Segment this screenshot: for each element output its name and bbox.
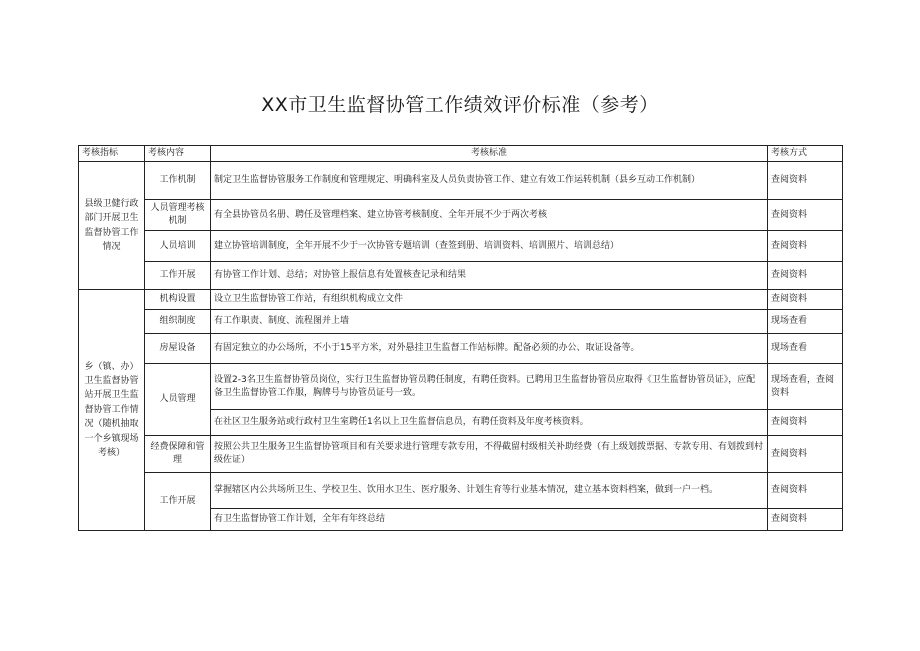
table-row — [79, 231, 843, 262]
content-cell: 工作机制 — [145, 162, 211, 200]
criteria-cell: 设置2-3名卫生监督协管员岗位，实行卫生监督协管员聘任制度，有聘任资料。已聘用卫生监督协管员应取得《卫生监督协管员证》，应配备卫生监督协管工作服，胸牌号与协管员证号一致。 — [211, 364, 768, 410]
method-cell: 查阅资料 — [768, 509, 843, 531]
criteria-cell: 制定卫生监督协管服务工作制度和管理规定、明确科室及人员负责协管工作、建立有效工作运转机制（县乡互动工作机制） — [211, 162, 768, 200]
indicator-township: 乡（镇、办）卫生监督协管站开展卫生监督协管工作情况（随机抽取一个乡镇现场考核） — [79, 290, 145, 531]
method-cell: 查阅资料 — [768, 231, 843, 262]
criteria-cell: 建立协管培训制度，全年开展不少于一次协管专题培训（查签到册、培训资料、培训照片、培训总结） — [211, 231, 768, 262]
method-cell: 查阅资料 — [768, 290, 843, 310]
method-cell: 查阅资料 — [768, 200, 843, 231]
content-cell: 人员培训 — [145, 231, 211, 262]
table-header-row — [79, 146, 843, 162]
table-row — [79, 364, 843, 410]
criteria-cell: 有工作职责、制度、流程图并上墙 — [211, 310, 768, 334]
page-title: XX市卫生监督协管工作绩效评价标准（参考） — [261, 94, 659, 116]
criteria-cell: 在社区卫生服务站或行政村卫生室聘任1名以上卫生监督信息员，有聘任资料及年度考核资料。 — [211, 410, 768, 436]
content-cell: 人员管理 — [145, 364, 211, 436]
table-row — [79, 310, 843, 334]
criteria-cell: 有全县协管员名册、聘任及管理档案、建立协管考核制度、全年开展不少于两次考核 — [211, 200, 768, 231]
table-row — [79, 200, 843, 231]
method-cell: 现场查看，查阅资料 — [768, 364, 843, 410]
content-cell: 机构设置 — [145, 290, 211, 310]
table-row — [79, 262, 843, 290]
method-cell: 查阅资料 — [768, 410, 843, 436]
method-cell: 查阅资料 — [768, 162, 843, 200]
table-row — [79, 334, 843, 364]
content-cell: 工作开展 — [145, 262, 211, 290]
content-cell: 组织制度 — [145, 310, 211, 334]
header-content: 考核内容 — [145, 146, 211, 162]
criteria-cell: 按照公共卫生服务卫生监督协管项目和有关要求进行管理专款专用，不得截留村级相关补助经费（有上级划拨票据、专款专用、有划拨到村级佐证） — [211, 436, 768, 473]
method-cell: 现场查看 — [768, 310, 843, 334]
content-cell: 人员管理考核机制 — [145, 200, 211, 231]
method-cell: 查阅资料 — [768, 473, 843, 509]
method-cell: 现场查看 — [768, 334, 843, 364]
evaluation-table — [78, 145, 843, 531]
table-row — [79, 436, 843, 473]
content-cell: 房屋设备 — [145, 334, 211, 364]
content-cell: 经费保障和管理 — [145, 436, 211, 473]
criteria-cell: 有固定独立的办公场所，不小于15平方米，对外悬挂卫生监督工作站标牌。配备必须的办公、取证设备等。 — [211, 334, 768, 364]
table-row — [79, 290, 843, 310]
indicator-county: 县级卫健行政部门开展卫生监督协管工作情况 — [79, 162, 145, 290]
header-method: 考核方式 — [768, 146, 843, 162]
criteria-cell: 掌握辖区内公共场所卫生、学校卫生、饮用水卫生、医疗服务、计划生育等行业基本情况，建立基本资料档案，做到一户一档。 — [211, 473, 768, 509]
criteria-cell: 有协管工作计划、总结；对协管上报信息有处置核查记录和结果 — [211, 262, 768, 290]
header-indicator: 考核指标 — [79, 146, 145, 162]
table-row — [79, 473, 843, 509]
criteria-cell: 有卫生监督协管工作计划，全年有年终总结 — [211, 509, 768, 531]
table-row — [79, 162, 843, 200]
method-cell: 查阅资料 — [768, 436, 843, 473]
method-cell: 查阅资料 — [768, 262, 843, 290]
criteria-cell: 设立卫生监督协管工作站，有组织机构成立文件 — [211, 290, 768, 310]
header-criteria: 考核标准 — [211, 146, 768, 162]
content-cell: 工作开展 — [145, 473, 211, 531]
